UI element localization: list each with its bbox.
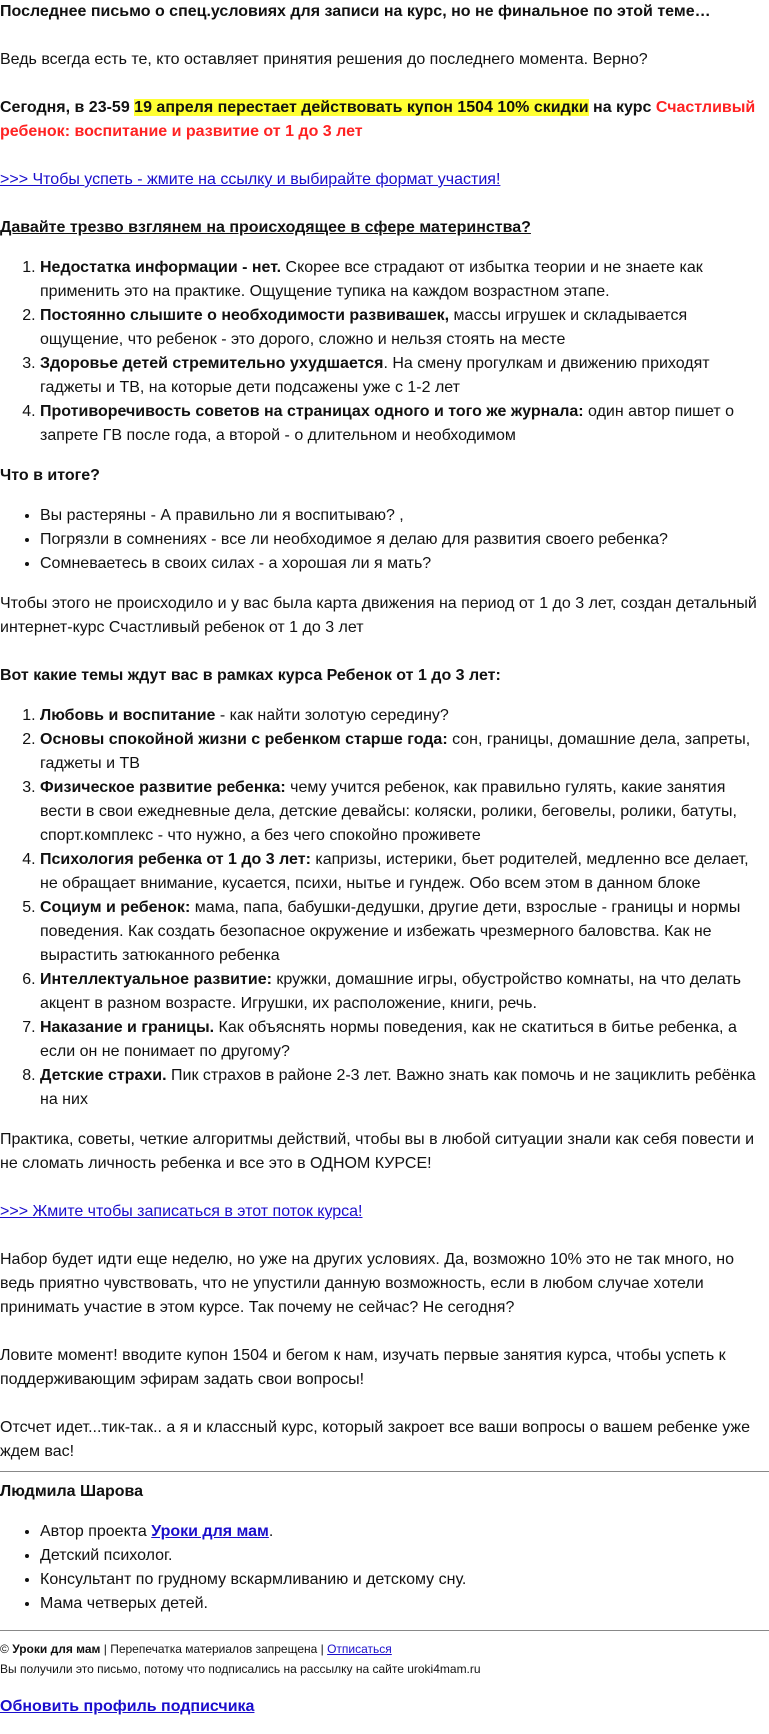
course-intro: Чтобы этого не происходило и у вас была карта движения на период от 1 до 3 лет, создан детальный интернет-курс Счастливый ребенок от 1 до 3 лет [0,595,757,636]
list-item: 2. Постоянно слышите о необходимости развивашек, массы игрушек и складывается ощущение, что ребенок - это дорого, сложно и нельзя стоять на месте [40,304,769,352]
update-profile-link[interactable]: Обновить профиль подписчика [0,1698,255,1715]
list-item: 1. Недостатка информации - нет. Скорее все страдают от избытка теории и не знаете как применить это на практике. Ощущение тупика на каждом возрастном этапе. [40,256,769,304]
footer-notice: Вы получили это письмо, потому что подписались на рассылку на сайте uroki4mam.ru [0,1662,481,1676]
recruit-text: Набор будет идти еще неделю, но уже на других условиях. Да, возможно 10% это не так много, но ведь приятно чувствовать, что не упустили данную возможность, если в любом случае хотели принимать участие в этом курсе. Так почему не сейчас? Не сегодня? [0,1251,735,1316]
results-list [0,504,769,576]
list-item: 2. Основы спокойной жизни с ребенком старше года: сон, границы, домашние дела, запреты, гаджеты и ТВ [40,728,769,776]
list-item: 7. Наказание и границы. Как объяснять нормы поведения, как не скатиться в битье ребенка, а если он не понимает по другому? [40,1016,769,1064]
list-item: 5. Социум и ребенок: мама, папа, бабушки-дедушки, другие дети, взрослые - границы и нормы поведения. Как создать безопасное окружение и избежать чрезмерного баловства. Как не вырастить затюканного ребенка [40,896,769,968]
cta-link-enroll[interactable]: >>> Жмите чтобы записаться в этот поток курса! [0,1203,363,1220]
list-item: • Детский психолог. [40,1544,769,1568]
topics-title: Вот какие темы ждут вас в рамках курса Ребенок от 1 до 3 лет: [0,667,501,684]
result-title: Что в итоге? [0,467,100,484]
list-item: • Консультант по грудному вскармливанию и детскому сну. [40,1568,769,1592]
practice-text: Практика, советы, четкие алгоритмы действий, чтобы вы в любой ситуации знали как себя повести и не сломать личность ребенка и все это в ОДНОМ КУРСЕ! [0,1131,755,1172]
list-item: 6. Интеллектуальное развитие: кружки, домашние игры, обустройство комнаты, на что делать акцент в разном возрасте. Игрушки, их расположение, книги, речь. [40,968,769,1016]
cta-link-participation[interactable]: >>> Чтобы успеть - жмите на ссылку и выбирайте формат участия! [0,171,501,188]
list-item: 4. Противоречивость советов на страницах одного и того же журнала: один автор пишет о запрете ГВ после года, а второй - о длительном и необходимом [40,400,769,448]
deadline-prefix: Сегодня, в 23-59 [0,99,135,116]
problems-list [0,256,769,448]
list-item: 4. Психология ребенка от 1 до 3 лет: капризы, истерики, бьет родителей, медленно все делает, не обращает внимание, кусается, психи, нытье и гундеж. Обо всем этом в данном блоке [40,848,769,896]
countdown-text: Отсчет идет...тик-так.. а я и классный курс, который закроет все ваши вопросы о вашем ребенке уже ждем вас! [0,1419,750,1460]
list-item: 3. Физическое развитие ребенка: чему учится ребенок, как правильно гулять, какие занятия вести в свои ежедневные дела, детские девайсы: коляски, ролики, беговелы, ролики, батуты, спорт.комплекс - что нужно, а без чего спокойно проживете [40,776,769,848]
project-link[interactable]: Уроки для мам [151,1523,269,1540]
list-item: • Погрязли в сомнениях - все ли необходимое я делаю для развития своего ребенка? [40,528,769,552]
coupon-highlight: 19 апреля перестает действовать купон 1504 10% скидки [134,99,589,116]
list-item: • Автор проекта Уроки для мам. [40,1520,769,1544]
deadline-paragraph [0,96,769,144]
topics-list [0,704,769,1112]
footer-brand: Уроки для мам [12,1642,101,1656]
email-subject: Последнее письмо о спец.условиях для записи на курс, но не финальное по этой теме… [0,3,711,20]
unsubscribe-link[interactable]: Отписаться [327,1642,392,1656]
course-name: Счастливый ребенок: воспитание и развитие от 1 до 3 лет [0,99,756,140]
author-bio-list [0,1520,769,1616]
list-item: 3. Здоровье детей стремительно ухудшается. На смену прогулкам и движению приходят гаджеты и ТВ, на которые дети подсажены уже с 1-2 лет [40,352,769,400]
section-title-motherhood: Давайте трезво взглянем на происходящее в сфере материнства? [0,219,531,236]
list-item: • Мама четверых детей. [40,1592,769,1616]
list-item: 8. Детские страхи. Пик страхов в районе 2-3 лет. Важно знать как помочь и не зациклить ребёнка на них [40,1064,769,1112]
deadline-mid: на курс [588,99,656,116]
author-name: Людмила Шарова [0,1483,144,1500]
footer-copyright: © Уроки для мам | Перепечатка материалов запрещена | Отписаться [0,1642,392,1656]
list-item: • Вы растеряны - А правильно ли я воспитываю? , [40,504,769,528]
list-item: • Сомневаетесь в своих силах - а хорошая ли я мать? [40,552,769,576]
intro-text: Ведь всегда есть те, кто оставляет принятия решения до последнего момента. Верно? [0,51,648,68]
catch-text: Ловите момент! вводите купон 1504 и бегом к нам, изучать первые занятия курса, чтобы успеть к поддерживающим эфирам задать свои вопросы! [0,1347,726,1388]
list-item: 1. Любовь и воспитание - как найти золотую середину? [40,704,769,728]
